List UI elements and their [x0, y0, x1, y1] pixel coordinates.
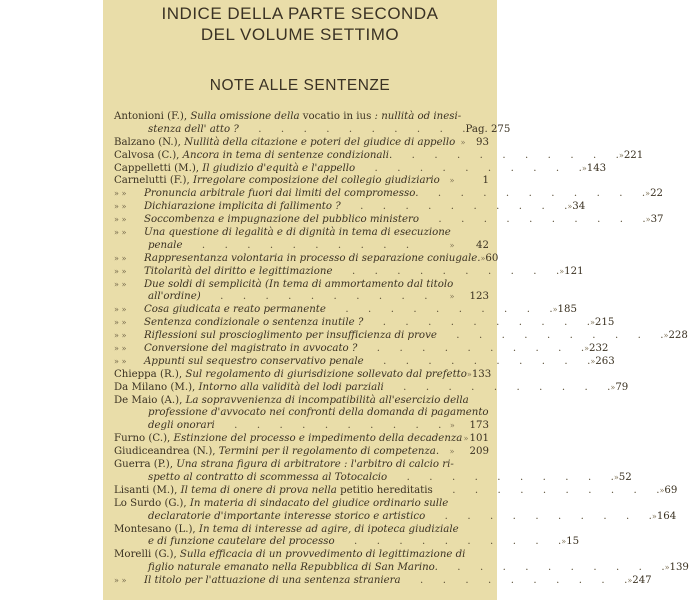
index-line	[114, 265, 584, 279]
entry-author: Montesano (L.),	[114, 523, 199, 535]
entry-title: Intorno alla validità del lodi parziali	[198, 381, 384, 393]
ditto-mark: » »	[114, 189, 127, 199]
entry-title: degli onorari	[148, 420, 215, 432]
ditto-page-mark: »	[581, 163, 587, 173]
document-page	[103, 0, 689, 600]
index-line	[114, 510, 677, 524]
entry-title: Una strana figura di arbitratore : l'arbitro di calcio ri-	[176, 459, 454, 471]
index-line	[114, 330, 688, 343]
entry-text	[114, 420, 215, 433]
entry-text	[114, 279, 453, 292]
entry-author: Giudiceandrea (N.),	[114, 446, 219, 458]
page-number: 37	[650, 214, 664, 226]
entry-text	[114, 150, 392, 163]
dot-leader: . . . . . . . . . .	[182, 239, 410, 251]
entry-text	[114, 188, 418, 201]
entry-text	[114, 201, 341, 214]
page-number: 143	[586, 162, 607, 174]
page-number: 52	[618, 471, 632, 483]
entry-text	[114, 395, 469, 408]
entry-author: Da Milano (M.),	[114, 381, 199, 393]
dot-leader: . . . . . . . . . .	[325, 304, 553, 316]
page-number: 121	[564, 265, 584, 277]
dot-leader: . . . . . . . . . .	[387, 471, 614, 483]
index-line	[114, 355, 615, 369]
entry-text	[114, 175, 440, 188]
entry-title: Irregolare composizione del collegio giudiziario	[192, 175, 440, 187]
entry-title: all'ordine)	[148, 291, 201, 303]
entry-title: Estinzione del processo e impedimento della decadenza	[173, 433, 463, 445]
entry-text	[114, 163, 355, 176]
ditto-page-mark: »	[559, 266, 565, 276]
ditto-mark: » »	[114, 202, 127, 212]
index-line	[114, 433, 489, 446]
index-line	[114, 123, 511, 137]
ditto-page-mark: »	[449, 421, 455, 431]
page-number: 123	[469, 291, 489, 303]
entry-text	[114, 433, 462, 446]
entry-title: Ancora in tema di sentenze condizionali.	[182, 149, 393, 161]
entry-title: Titolarità del diritto e legittimazione	[144, 265, 333, 277]
page-number: 247	[632, 575, 652, 587]
dot-leader: . . . . . . . . . .	[418, 188, 646, 200]
page-number: 232	[588, 343, 609, 355]
index-line	[114, 149, 644, 163]
ditto-page-mark: »	[663, 331, 669, 341]
page-number: 228	[668, 330, 688, 342]
entry-text	[114, 343, 357, 356]
index-subtitle: DEL VOLUME SETTIMO	[200, 25, 400, 44]
entry-author: petitio hereditatis	[340, 484, 433, 496]
entry-title: penale	[148, 239, 183, 251]
ditto-page-mark: »	[645, 189, 651, 199]
dot-leader: . . . . . . . . . .	[425, 510, 652, 522]
entry-text	[114, 498, 448, 511]
ditto-mark: » »	[114, 344, 127, 354]
page-number: 22	[650, 188, 664, 200]
dot-leader: . . . . . . . . . .	[214, 420, 442, 432]
dot-leader: . . . . . . . . . .	[418, 214, 646, 226]
entry-text	[114, 317, 363, 330]
ditto-page-mark: »	[552, 305, 558, 315]
entry-author: vocatio in ius	[302, 111, 372, 122]
page-number: 185	[557, 304, 577, 316]
dot-leader: . . . . . . . . . .	[238, 123, 466, 135]
ditto-mark: » »	[114, 215, 127, 225]
ditto-page-mark: »	[613, 472, 619, 482]
page-number: 263	[595, 355, 615, 367]
index-line	[114, 227, 489, 240]
entry-text	[114, 562, 438, 575]
ditto-mark: » »	[114, 305, 127, 315]
entry-title: Nullità della citazione e poteri del giudice di appello	[184, 136, 456, 148]
entry-title: Pronuncia arbitrale fuori dai limiti del compromesso.	[144, 188, 419, 200]
index-line	[114, 252, 499, 266]
page-number: 215	[594, 317, 615, 329]
index-line	[114, 343, 609, 356]
dot-leader: . . . . . . . . . .	[437, 562, 665, 574]
entry-author: Antonioni (F.),	[114, 111, 191, 122]
ditto-mark: » »	[114, 331, 127, 341]
ditto-page-mark: »	[463, 434, 469, 444]
entry-title: Sentenza condizionale o sentenza inutile ?	[144, 317, 364, 329]
index-line	[114, 381, 629, 395]
entry-text	[114, 227, 451, 240]
index-line	[114, 188, 664, 201]
ditto-page-mark: »	[449, 240, 455, 250]
index-line	[114, 395, 489, 408]
dot-leader: . . . . . . . . . .	[357, 343, 585, 355]
page-number: 93	[476, 136, 489, 148]
entry-title: Termini per il regolamento di competenza.	[218, 446, 440, 458]
entry-text	[114, 253, 480, 266]
entry-author: Furno (C.),	[114, 433, 174, 445]
entry-title: La sopravvenienza di incompatibilità all'esercizio della	[185, 394, 469, 406]
index-line	[114, 549, 489, 562]
index-line	[114, 291, 489, 304]
page-number: 34	[572, 201, 586, 213]
dot-leader: . . . . . . . . . .	[200, 291, 428, 303]
dot-leader: . . . . . . . . . .	[383, 381, 611, 393]
dot-leader: . . . . . . . . . .	[436, 330, 664, 342]
entry-author: Cappelletti (M.),	[114, 162, 203, 174]
dot-leader: . . . . . . . . . .	[340, 201, 568, 213]
entry-author: De Maio (A.),	[114, 394, 186, 406]
entry-text	[114, 524, 459, 537]
entry-title: e di funzione cautelare del processo	[148, 536, 335, 548]
entry-text	[114, 485, 433, 498]
entry-author: Carnelutti (F.),	[114, 175, 193, 187]
ditto-page-mark: »	[561, 537, 567, 547]
ditto-page-mark: »	[618, 150, 624, 160]
entry-author: Lo Surdo (G.),	[114, 497, 190, 509]
index-line	[114, 304, 577, 317]
page-label: Pag. 275	[465, 123, 511, 135]
index-line	[114, 446, 489, 459]
index-line	[114, 471, 632, 485]
ditto-mark: » »	[114, 279, 127, 289]
dot-leader: . . . . . . . . . .	[334, 536, 562, 548]
entry-title: Sulla omissione della	[190, 111, 303, 122]
ditto-page-mark: »	[659, 485, 665, 495]
entry-text	[114, 137, 455, 150]
entry-author: Morelli (G.),	[114, 549, 180, 561]
page-number: 79	[615, 381, 629, 393]
page-number: 15	[566, 536, 580, 548]
entry-title: Il titolo per l'attuazione di una sentenza straniera	[144, 575, 401, 587]
index-line	[114, 536, 580, 549]
ditto-page-mark: »	[590, 356, 596, 366]
index-line	[114, 137, 489, 150]
ditto-mark: » »	[114, 318, 127, 328]
index-line	[114, 407, 489, 420]
ditto-page-mark: »	[466, 369, 472, 379]
ditto-mark: » »	[114, 266, 127, 276]
entry-title: Conversione del magistrato in avvocato ?	[144, 343, 358, 355]
page-number: 139	[669, 562, 689, 574]
index-line	[114, 201, 586, 214]
index-line	[114, 214, 664, 227]
ditto-mark: » »	[114, 253, 127, 263]
entry-title: In materia di sindacato del giudice ordinario sulle	[189, 497, 449, 509]
entry-text	[114, 214, 419, 227]
entry-text	[114, 111, 461, 124]
entry-title: Riflessioni sul proscioglimento per insufficienza di prove	[144, 330, 437, 342]
ditto-page-mark: »	[567, 202, 573, 212]
page-number: 60	[485, 252, 499, 264]
ditto-page-mark: »	[627, 576, 633, 586]
entry-title: Due soldi di semplicità (In tema di ammortamento dal titolo	[144, 278, 454, 290]
entry-text	[114, 304, 326, 317]
dot-leader: . . . . . . . . . .	[363, 317, 590, 329]
index-line	[114, 562, 689, 575]
ditto-page-mark: »	[645, 215, 651, 225]
page-number: 221	[623, 149, 644, 161]
index-line	[114, 279, 489, 292]
index-line	[114, 484, 678, 498]
entry-text	[114, 124, 239, 137]
ditto-page-mark: »	[449, 292, 455, 302]
ditto-mark: » »	[114, 228, 127, 238]
ditto-page-mark: »	[480, 253, 486, 263]
entry-title: Il giudizio d'equità e l'appello	[202, 162, 356, 174]
entry-text	[114, 536, 335, 549]
index-line	[114, 459, 489, 472]
entry-title: spetto al contratto di scommessa al Totocalcio	[148, 471, 388, 483]
index-line	[114, 162, 607, 176]
entry-text	[114, 356, 364, 369]
entry-text	[114, 291, 201, 304]
index-line	[114, 420, 489, 433]
entry-title: declaratorie d'importante interesse storico e artistico	[148, 510, 426, 522]
entry-title: : nullità od inesi-	[371, 111, 462, 122]
page-number: 1	[482, 175, 489, 187]
entry-author: Lisanti (M.),	[114, 484, 181, 496]
index-line	[114, 175, 489, 188]
dot-leader: . . . . . . . . . .	[400, 575, 628, 587]
entry-author: Calvosa (C.),	[114, 149, 183, 161]
entry-text	[114, 407, 489, 420]
entry-author: Guerra (P.),	[114, 459, 177, 471]
entry-text	[114, 459, 454, 472]
dot-leader: . . . . . . . . . .	[363, 355, 591, 367]
entry-text	[114, 549, 465, 562]
entry-author: Chieppa (R.),	[114, 368, 186, 380]
page-number: 209	[469, 446, 489, 458]
page-number: 69	[664, 484, 678, 496]
entry-title: stenza dell' atto ?	[148, 123, 239, 135]
entry-text	[114, 382, 384, 395]
index-line	[114, 524, 489, 537]
entry-author: Balzano (N.),	[114, 136, 185, 148]
index-line	[114, 317, 615, 330]
entry-text	[114, 511, 425, 524]
entry-text	[114, 369, 467, 382]
dot-leader: . . . . . . . . . .	[355, 162, 582, 174]
dot-leader: . . . . . . . . . .	[332, 265, 560, 277]
ditto-page-mark: »	[460, 137, 466, 147]
page-number: 101	[469, 433, 489, 445]
entry-text	[114, 240, 182, 253]
entry-title: In tema di interesse ad agire, di ipoteca giudiziale	[198, 523, 459, 535]
index-title: INDICE DELLA PARTE SECONDA	[161, 4, 439, 23]
index-line	[114, 575, 652, 588]
ditto-page-mark: »	[449, 447, 455, 457]
index-entries	[114, 111, 689, 588]
page-number: 133	[471, 368, 492, 380]
index-line	[114, 111, 489, 124]
entry-title: Il tema di onere di prova nella	[180, 484, 341, 496]
dot-leader: . . . . . . . . . .	[392, 149, 619, 161]
entry-title: Appunti sul sequestro conservativo penale	[144, 355, 364, 367]
entry-title: Soccombenza e impugnazione del pubblico ministero	[144, 214, 419, 226]
entry-title: figlio naturale emanato nella Repubblica di San Marino.	[148, 562, 438, 574]
ditto-page-mark: »	[590, 318, 595, 328]
ditto-page-mark: »	[610, 382, 616, 392]
entry-text	[114, 575, 401, 588]
ditto-page-mark: »	[651, 511, 657, 521]
index-line	[114, 498, 489, 511]
ditto-page-mark: »	[584, 344, 589, 354]
entry-text	[114, 266, 333, 279]
entry-title: Dichiarazione implicita di fallimento ?	[144, 201, 341, 213]
ditto-mark: » »	[114, 576, 127, 586]
entry-title: professione d'avvocato nei confronti della domanda di pagamento	[148, 407, 489, 419]
entry-text	[114, 330, 437, 343]
entry-title: Sulla efficacia di un provvedimento di legittimazione di	[179, 549, 466, 561]
page-number: 164	[656, 510, 677, 522]
dot-leader: . . . . . . . . . .	[432, 484, 660, 496]
entry-title: Una questione di legalità e di dignità in tema di esecuzione	[144, 227, 451, 239]
page-number: 42	[476, 239, 489, 251]
section-heading: NOTE ALLE SENTENZE	[209, 77, 391, 94]
index-line	[114, 240, 489, 253]
entry-title: Sul regolamento di giurisdizione sollevato dal prefetto	[185, 368, 467, 380]
entry-text	[114, 446, 439, 459]
ditto-mark: » »	[114, 356, 127, 366]
entry-text	[114, 472, 387, 485]
page-number: 173	[469, 420, 489, 432]
entry-title: Cosa giudicata e reato permanente	[144, 304, 326, 316]
entry-title: Rappresentanza volontaria in processo di separazione coniugale.	[144, 252, 481, 264]
index-line	[114, 368, 492, 382]
ditto-page-mark: »	[449, 176, 455, 186]
ditto-page-mark: »	[664, 563, 670, 573]
